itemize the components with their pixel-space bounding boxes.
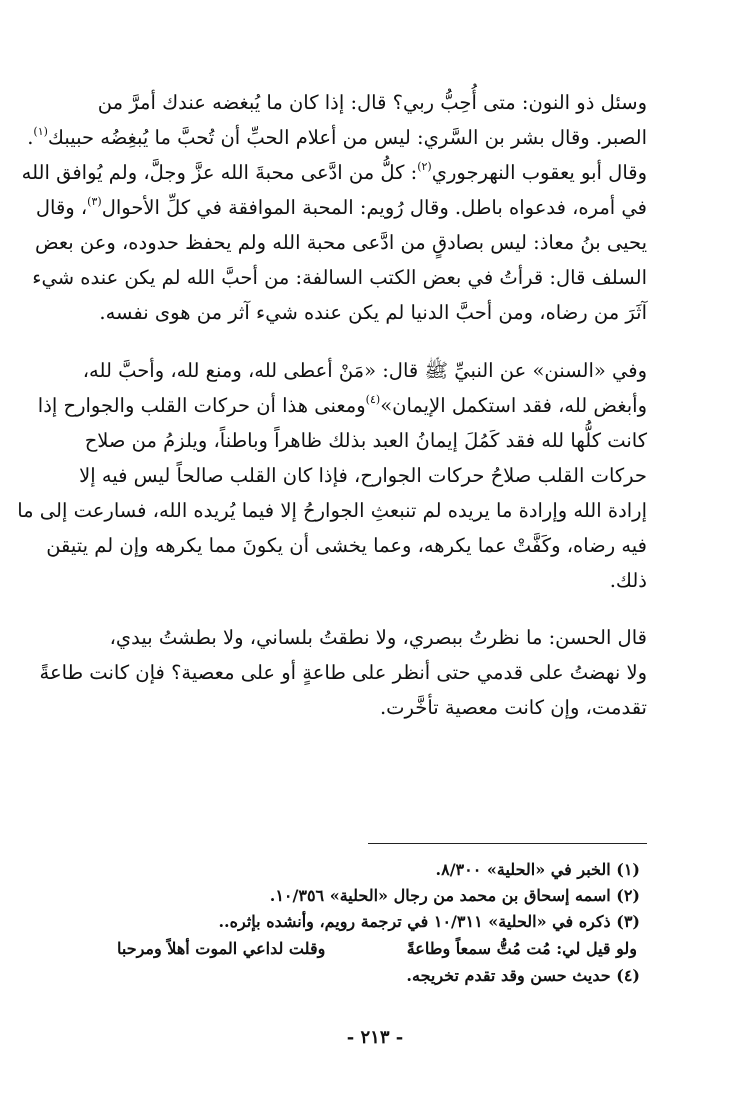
- body-line: ذلك.: [609, 569, 647, 592]
- footnote: (٢) اسمه إسحاق بن محمد من رجال «الحلية» ١٠/٣٥٦.: [269, 886, 640, 905]
- footnote: (١) الخبر في «الحلية» ٨/٣٠٠.: [435, 860, 640, 879]
- footnote-ref: (١): [33, 125, 48, 138]
- body-line: الصبر. وقال بشر بن السَّري: ليس من أعلام الحبِّ أن تُحبَّ ما يُبغِضُه حبيبك$^{(١)}$.: [27, 125, 647, 149]
- body-line: السلف قال: قرأتُ في بعض الكتب السالفة: من أحبَّ الله لم يكن عنده شيء: [32, 266, 647, 289]
- footnote: (٣) ذكره في «الحلية» ١٠/٣١١ في ترجمة رويم، وأنشده بإثره..: [218, 912, 640, 931]
- poetry-verse: [117, 936, 637, 962]
- body-line: قال الحسن: ما نظرتُ ببصري، ولا نطقتُ بلساني، ولا بطشتُ بيدي،: [109, 626, 647, 649]
- footnote-ref: (٣): [87, 195, 102, 208]
- body-line: ولا نهضتُ على قدمي حتى أنظر على طاعةٍ أو على معصية؟ فإن كانت طاعةً: [39, 661, 647, 684]
- body-line: وسئل ذو النون: متى أُحِبُّ ربي؟ قال: إذا كان ما يُبغضه عندك أمرَّ من: [97, 91, 647, 114]
- body-line: يحيى بنُ معاذ: ليس بصادقٍ من ادَّعى محبة الله ولم يحفظ حدوده، وعن بعض: [35, 231, 647, 254]
- body-line: وقال أبو يعقوب النهرجوري$^{(٢)}$: كلُّ من ادَّعى محبةَ الله عزَّ وجلَّ، ولم يُوافق الله: [21, 160, 647, 184]
- body-line: فيه رضاه، وكَفَّتْ عما يكرهه، وعما يخشى أن يكونَ مما يكرهه وإن لم يتيقن: [46, 534, 647, 557]
- body-line: آثَرَ من رضاه، ومن أحبَّ الدنيا لم يكن عنده شيء آثر من هوى نفسه.: [99, 301, 647, 324]
- body-line: حركات القلب صلاحُ حركات الجوارح، فإذا كان القلب صالحاً ليس فيه إلا: [79, 464, 647, 487]
- verse-hemistich-second: وقلت لداعي الموت أهلاً ومرحبا: [117, 939, 326, 958]
- body-line: وفي «السنن» عن النبيِّ ﷺ قال: «مَنْ أعطى لله، ومنع لله، وأحبَّ لله،: [82, 359, 647, 382]
- page-number: - ٢١٣ -: [346, 1027, 404, 1048]
- body-line: في أمره، فدعواه باطل. وقال رُويم: المحبة الموافقة في كلِّ الأحوال$^{(٣)}$، وقال: [35, 195, 647, 219]
- footnote: (٤) حديث حسن وقد تقدم تخريجه.: [406, 966, 640, 985]
- verse-hemistich-first: ولو قيل لي: مُت مُتُّ سمعاً وطاعةً: [406, 939, 637, 958]
- footnote-ref: (٢): [417, 160, 432, 173]
- body-line: وأبغض لله، فقد استكمل الإيمان»$^{(٤)}$ومعنى هذا أن حركات القلب والجوارح إذا: [37, 393, 647, 417]
- body-line: تقدمت، وإن كانت معصية تأخَّرت.: [379, 696, 647, 719]
- body-line: إرادة الله وإرادة ما يريده لم تنبعثِ الجوارحُ إلا فيما يُريده الله، فسارعت إلى ما: [17, 499, 647, 522]
- footnote-separator: [368, 843, 647, 844]
- body-line: كانت كلُّها لله فقد كَمُلَ إيمانُ العبد بذلك ظاهراً وباطناً، ويلزمُ من صلاح: [84, 429, 647, 452]
- footnote-ref: (٤): [365, 393, 381, 406]
